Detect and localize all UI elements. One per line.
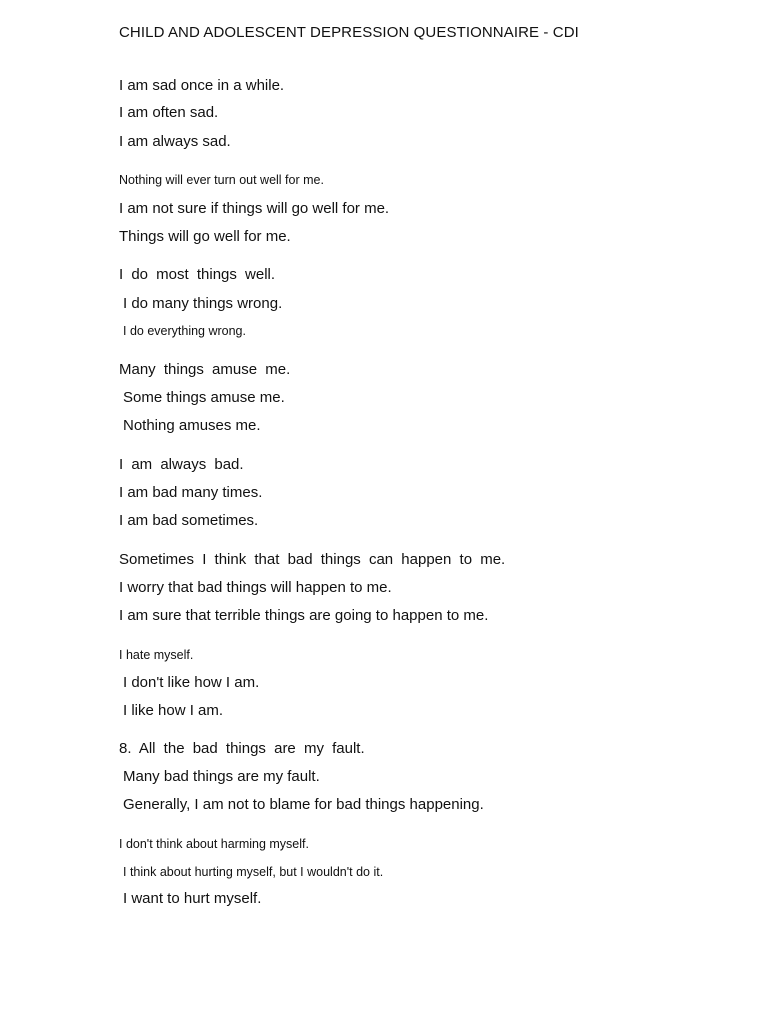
answer-line: I think about hurting myself, but I wouldn't do it. (123, 865, 384, 879)
answer-line: I am often sad. (119, 104, 219, 121)
answer-line: Many bad things are my fault. (123, 768, 320, 785)
answer-line: I like how I am. (123, 702, 224, 719)
answer-line: I hate myself. (119, 648, 194, 662)
answer-line: I want to hurt myself. (123, 890, 262, 907)
answer-line: I am always sad. (119, 133, 231, 150)
answer-line: I don't think about harming myself. (119, 837, 309, 851)
answer-line: Things will go well for me. (119, 228, 291, 245)
answer-line: I am sure that terrible things are going to happen to me. (119, 607, 489, 624)
page-title: CHILD AND ADOLESCENT DEPRESSION QUESTIONNAIRE - CDI (119, 24, 579, 41)
answer-line: I am bad sometimes. (119, 512, 259, 529)
answer-line: I am bad many times. (119, 484, 263, 501)
answer-line: I do many things wrong. (123, 295, 283, 312)
answer-line: Nothing amuses me. (123, 417, 261, 434)
answer-line: I don't like how I am. (123, 674, 260, 691)
answer-line: 8. All the bad things are my fault. (119, 740, 365, 757)
answer-line: Many things amuse me. (119, 361, 291, 378)
answer-line: Some things amuse me. (123, 389, 285, 406)
answer-line: I am always bad. (119, 456, 244, 473)
answer-line: I do most things well. (119, 266, 276, 283)
answer-line: I do everything wrong. (123, 324, 246, 338)
answer-line: I am sad once in a while. (119, 77, 285, 94)
answer-line: I worry that bad things will happen to me. (119, 579, 392, 596)
answer-line: Nothing will ever turn out well for me. (119, 173, 324, 187)
answer-line: Generally, I am not to blame for bad things happening. (123, 796, 484, 813)
answer-line: Sometimes I think that bad things can happen to me. (119, 551, 506, 568)
answer-line: I am not sure if things will go well for me. (119, 200, 390, 217)
